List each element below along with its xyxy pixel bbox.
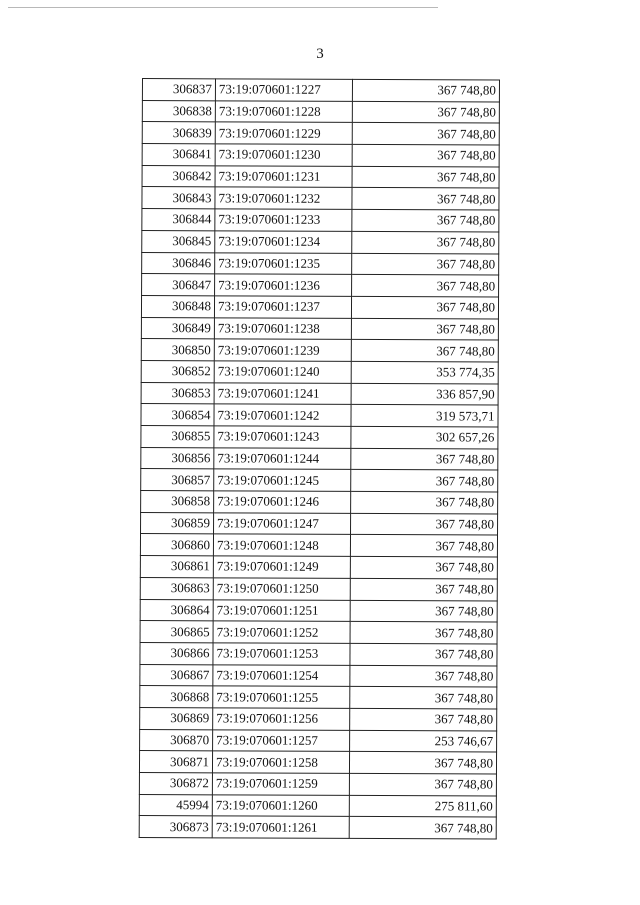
table-row [142,209,499,232]
cadastral-value-cell: 319 573,71 [351,405,498,427]
cadastral-number-cell: 73:19:070601:1248 [213,534,350,556]
object-id-cell: 306848 [141,295,214,317]
table-row [140,686,497,709]
object-id-cell: 306864 [140,599,213,621]
object-id-cell: 306873 [139,816,212,838]
cadastral-number-cell: 73:19:070601:1234 [215,231,352,253]
table-row [142,100,499,123]
table-row [141,447,498,470]
object-id-cell: 306860 [140,534,213,556]
table-row [141,339,498,362]
cadastral-number-cell: 73:19:070601:1244 [214,448,351,470]
table-row [142,122,499,145]
object-id-cell: 306850 [141,339,214,361]
object-id-cell: 306852 [141,360,214,382]
cadastral-value-cell: 367 748,80 [352,101,499,123]
table-row [140,599,497,622]
table-row [140,534,497,557]
cadastral-number-cell: 73:19:070601:1258 [212,751,349,773]
table-row [142,252,499,275]
cadastral-value-cell: 367 748,80 [352,79,499,101]
cadastral-value-cell: 367 748,80 [352,231,499,253]
object-id-cell: 306866 [140,642,213,664]
table-row [140,664,497,687]
object-id-cell: 306854 [141,404,214,426]
cadastral-value-cell: 367 748,80 [352,123,499,145]
object-id-cell: 306871 [139,751,212,773]
object-id-cell: 306856 [141,447,214,469]
object-id-cell: 306861 [140,556,213,578]
cadastral-value-cell: 367 748,80 [352,166,499,188]
cadastral-value-cell: 367 748,80 [351,318,498,340]
table-row [142,230,499,253]
cadastral-value-table [139,78,500,840]
table-row [140,642,497,665]
object-id-cell: 306842 [142,165,215,187]
cadastral-value-cell: 367 748,80 [352,253,499,275]
object-id-cell: 306857 [141,469,214,491]
cadastral-value-cell: 367 748,80 [351,513,498,535]
table-row [141,491,498,514]
object-id-cell: 306837 [142,79,215,101]
object-id-cell: 306855 [141,425,214,447]
object-id-cell: 306872 [139,772,212,794]
cadastral-value-cell: 367 748,80 [351,470,498,492]
table-row [139,751,496,774]
cadastral-number-cell: 73:19:070601:1230 [215,144,352,166]
cadastral-number-cell: 73:19:070601:1237 [214,296,351,318]
cadastral-number-cell: 73:19:070601:1257 [213,729,350,751]
cadastral-number-cell: 73:19:070601:1227 [215,79,352,101]
page-number: 3 [316,46,324,62]
table-row [142,274,499,297]
object-id-cell: 306843 [142,187,215,209]
cadastral-value-cell: 367 748,80 [350,578,497,600]
object-id-cell: 306841 [142,144,215,166]
cadastral-number-cell: 73:19:070601:1253 [213,643,350,665]
cadastral-value-cell: 367 748,80 [349,773,496,795]
cadastral-number-cell: 73:19:070601:1241 [214,382,351,404]
cadastral-value-cell: 367 748,80 [350,665,497,687]
cadastral-number-cell: 73:19:070601:1256 [213,708,350,730]
cadastral-number-cell: 73:19:070601:1235 [215,252,352,274]
cadastral-value-cell: 367 748,80 [352,210,499,232]
table-row [139,816,496,839]
cadastral-number-cell: 73:19:070601:1247 [214,513,351,535]
cadastral-number-cell: 73:19:070601:1245 [214,469,351,491]
table-row [142,144,499,167]
object-id-cell: 306849 [141,317,214,339]
cadastral-number-cell: 73:19:070601:1228 [215,101,352,123]
cadastral-number-cell: 73:19:070601:1254 [213,664,350,686]
cadastral-number-cell: 73:19:070601:1242 [214,404,351,426]
object-id-cell: 306845 [142,230,215,252]
scan-top-line [8,7,438,8]
cadastral-value-cell: 367 748,80 [352,144,499,166]
cadastral-number-cell: 73:19:070601:1252 [213,621,350,643]
cadastral-number-cell: 73:19:070601:1232 [215,187,352,209]
cadastral-value-cell: 253 746,67 [350,730,497,752]
cadastral-value-cell: 367 748,80 [350,687,497,709]
table-row [139,772,496,795]
table-body [139,79,499,840]
cadastral-value-cell: 367 748,80 [351,491,498,513]
object-id-cell: 306844 [142,209,215,231]
table-row [140,577,497,600]
object-id-cell: 306867 [140,664,213,686]
table-row [140,621,497,644]
cadastral-value-cell: 367 748,80 [351,340,498,362]
object-id-cell: 45994 [139,794,212,816]
cadastral-value-cell: 367 748,80 [350,557,497,579]
object-id-cell: 306858 [141,491,214,513]
cadastral-number-cell: 73:19:070601:1260 [212,795,349,817]
object-id-cell: 306839 [142,122,215,144]
object-id-cell: 306847 [142,274,215,296]
cadastral-number-cell: 73:19:070601:1251 [213,599,350,621]
object-id-cell: 306865 [140,621,213,643]
cadastral-number-cell: 73:19:070601:1238 [214,317,351,339]
cadastral-value-cell: 367 748,80 [352,188,499,210]
object-id-cell: 306868 [140,686,213,708]
cadastral-number-cell: 73:19:070601:1229 [215,122,352,144]
cadastral-value-cell: 367 748,80 [350,600,497,622]
cadastral-value-cell: 302 657,26 [351,426,498,448]
table-row [139,794,496,817]
object-id-cell: 306846 [142,252,215,274]
object-id-cell: 306870 [140,729,213,751]
table-row [141,317,498,340]
cadastral-number-cell: 73:19:070601:1255 [213,686,350,708]
object-id-cell: 306863 [140,577,213,599]
table-row [140,707,497,730]
table-row [140,729,497,752]
cadastral-number-cell: 73:19:070601:1236 [215,274,352,296]
cadastral-value-cell: 353 774,35 [351,361,498,383]
object-id-cell: 306859 [141,512,214,534]
cadastral-number-cell: 73:19:070601:1259 [212,773,349,795]
object-id-cell: 306853 [141,382,214,404]
cadastral-number-cell: 73:19:070601:1250 [213,578,350,600]
cadastral-number-cell: 73:19:070601:1243 [214,426,351,448]
table-row [141,295,498,318]
object-id-cell: 306869 [140,707,213,729]
table-row [141,425,498,448]
table-row [140,556,497,579]
cadastral-value-cell: 367 748,80 [351,448,498,470]
table-row [142,79,499,102]
table-row [141,382,498,405]
cadastral-number-cell: 73:19:070601:1240 [214,361,351,383]
table-row [142,165,499,188]
cadastral-value-cell: 367 748,80 [350,643,497,665]
table-row [141,360,498,383]
cadastral-value-cell: 367 748,80 [349,817,496,839]
table-row [141,404,498,427]
cadastral-number-cell: 73:19:070601:1231 [215,166,352,188]
cadastral-number-cell: 73:19:070601:1233 [215,209,352,231]
table-row [142,187,499,210]
cadastral-value-cell: 336 857,90 [351,383,498,405]
cadastral-number-cell: 73:19:070601:1249 [213,556,350,578]
cadastral-value-cell: 367 748,80 [351,296,498,318]
cadastral-number-cell: 73:19:070601:1246 [214,491,351,513]
cadastral-value-cell: 275 811,60 [349,795,496,817]
object-id-cell: 306838 [142,100,215,122]
cadastral-value-cell: 367 748,80 [349,752,496,774]
table-row [141,469,498,492]
cadastral-number-cell: 73:19:070601:1239 [214,339,351,361]
cadastral-value-cell: 367 748,80 [350,708,497,730]
cadastral-number-cell: 73:19:070601:1261 [212,816,349,838]
cadastral-value-cell: 367 748,80 [352,275,499,297]
cadastral-value-cell: 367 748,80 [350,622,497,644]
cadastral-value-cell: 367 748,80 [350,535,497,557]
table-row [141,512,498,535]
